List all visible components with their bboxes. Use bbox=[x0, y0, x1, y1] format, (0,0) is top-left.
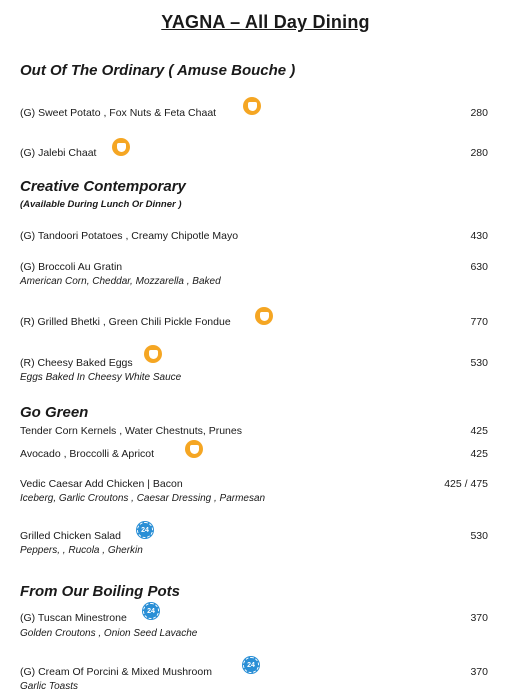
menu-item-price: 530 bbox=[470, 530, 488, 542]
menu-item-name: Grilled Chicken Salad bbox=[20, 530, 121, 542]
menu-item-price: 280 bbox=[470, 147, 488, 159]
section-heading-boiling-pots: From Our Boiling Pots bbox=[20, 583, 180, 600]
menu-item-price: 425 bbox=[470, 425, 488, 437]
menu-item-price: 425 bbox=[470, 448, 488, 460]
menu-item-price: 530 bbox=[470, 357, 488, 369]
menu-item-name: Tender Corn Kernels , Water Chestnuts, Prunes bbox=[20, 425, 242, 437]
menu-item-price: 280 bbox=[470, 107, 488, 119]
menu-item-name: (G) Tuscan Minestrone bbox=[20, 612, 127, 624]
menu-item-description: American Corn, Cheddar, Mozzarella , Baked bbox=[20, 276, 221, 287]
veg-icon bbox=[255, 307, 273, 325]
menu-title: YAGNA – All Day Dining bbox=[161, 12, 370, 32]
menu-item-name: (G) Tandoori Potatoes , Creamy Chipotle Mayo bbox=[20, 230, 239, 242]
menu-item-name: (G) Sweet Potato , Fox Nuts & Feta Chaat bbox=[20, 107, 217, 119]
veg-icon bbox=[144, 345, 162, 363]
menu-item-description: Garlic Toasts bbox=[20, 681, 78, 692]
menu-item-price: 430 bbox=[470, 230, 488, 242]
veg-icon bbox=[185, 440, 203, 458]
menu-item-price: 370 bbox=[470, 666, 488, 678]
menu-item-name: (R) Grilled Bhetki , Green Chili Pickle Fondue bbox=[20, 316, 231, 328]
veg-icon bbox=[112, 138, 130, 156]
section-heading-creative-contemporary: Creative Contemporary bbox=[20, 178, 186, 195]
menu-item-price: 425 / 475 bbox=[444, 478, 488, 490]
menu-item-name: (G) Jalebi Chaat bbox=[20, 147, 97, 159]
24h-icon: 24 bbox=[142, 602, 160, 620]
menu-item-name: (R) Cheesy Baked Eggs bbox=[20, 357, 133, 369]
menu-item-name: Avocado , Broccolli & Apricot bbox=[20, 448, 155, 460]
24h-icon: 24 bbox=[242, 656, 260, 674]
section-heading-go-green: Go Green bbox=[20, 404, 89, 421]
menu-item-price: 770 bbox=[470, 316, 488, 328]
menu-item-name: (G) Cream Of Porcini & Mixed Mushroom bbox=[20, 666, 212, 678]
veg-icon bbox=[243, 97, 261, 115]
menu-item-price: 370 bbox=[470, 612, 488, 624]
menu-item-price: 630 bbox=[470, 261, 488, 273]
menu-item-name: (G) Broccoli Au Gratin bbox=[20, 261, 123, 273]
menu-item-name: Vedic Caesar Add Chicken | Bacon bbox=[20, 478, 183, 490]
menu-item-description: Golden Croutons , Onion Seed Lavache bbox=[20, 628, 198, 639]
menu-item-description: Peppers, , Rucola , Gherkin bbox=[20, 545, 143, 556]
24h-icon: 24 bbox=[136, 521, 154, 539]
menu-item-description: Eggs Baked In Cheesy White Sauce bbox=[20, 372, 182, 383]
section-note: (Available During Lunch Or Dinner ) bbox=[20, 199, 182, 210]
section-heading-amuse-bouche: Out Of The Ordinary ( Amuse Bouche ) bbox=[20, 62, 296, 79]
menu-item-description: Iceberg, Garlic Croutons , Caesar Dressing , Parmesan bbox=[20, 493, 266, 504]
